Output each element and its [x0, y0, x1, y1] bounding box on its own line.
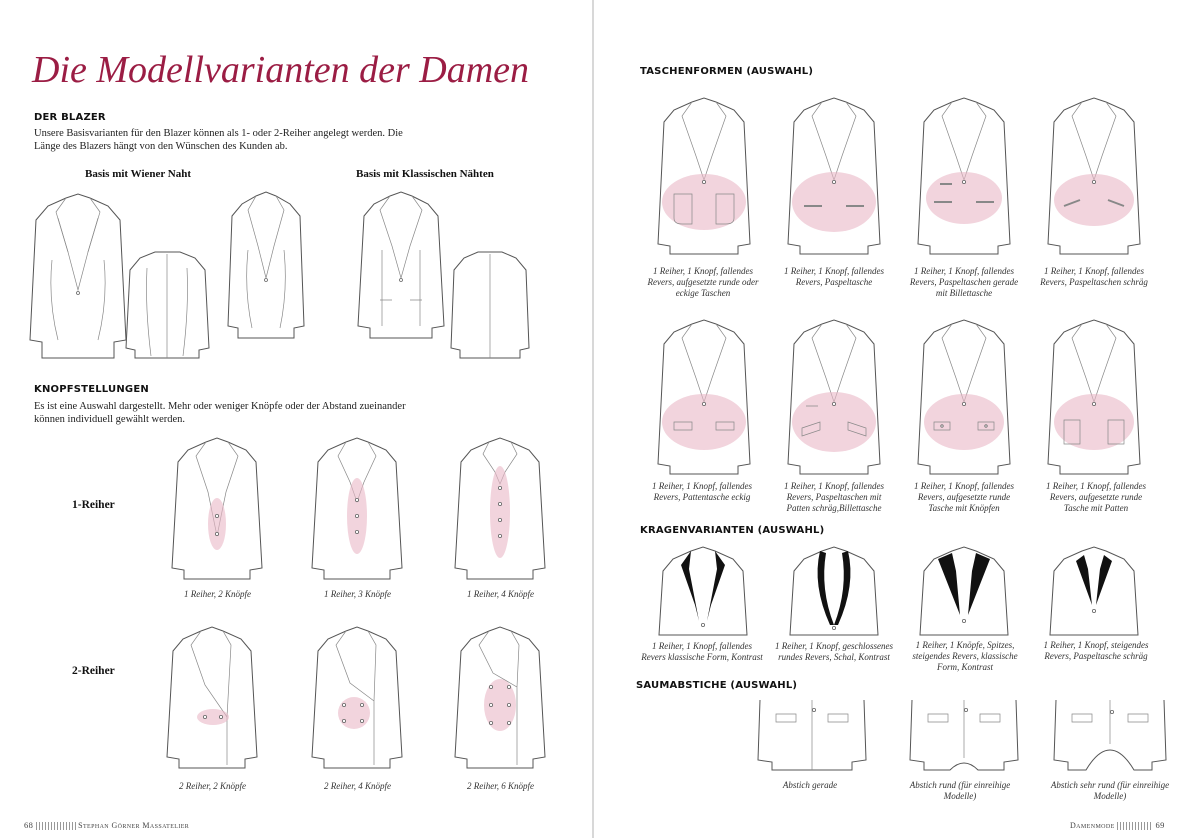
pocket-variant-1-illustration: [656, 96, 752, 256]
jacket-2reiher-2knoepfe-illustration: [165, 625, 260, 770]
footer-right: [1070, 820, 1165, 830]
pocket-variant-7-illustration: [916, 318, 1012, 476]
caption-2reiher-2knoepfe: 2 Reiher, 2 Knöpfe: [179, 781, 246, 791]
collar-caption-3: 1 Reiher, 1 Knöpfe, Spitzes, steigendes Revers, klassische Form, Kontrast: [912, 640, 1018, 672]
pocket-variant-4-illustration: [1046, 96, 1142, 256]
caption-1reiher-2knoepfe: 1 Reiher, 2 Knöpfe: [184, 589, 251, 599]
collars-heading: KRAGENVARIANTEN (AUSWAHL): [640, 525, 825, 536]
row-label-1-reiher: 1-Reiher: [72, 499, 115, 511]
footer-tick-ornament: [36, 822, 76, 830]
pocket-caption-4: 1 Reiher, 1 Knopf, fallendes Revers, Paspeltaschen schräg: [1040, 266, 1148, 287]
caption-2reiher-6knoepfe: 2 Reiher, 6 Knöpfe: [467, 781, 534, 791]
pocket-caption-5: 1 Reiher, 1 Knopf, fallendes Revers, Pattentasche eckig: [652, 481, 752, 502]
footer-section: Damenmode: [1070, 821, 1115, 830]
footer-brand: Stephan Görner Massatelier: [78, 821, 190, 830]
footer-tick-ornament-right: [1117, 822, 1153, 830]
blazer-heading: DER BLAZER: [34, 112, 106, 123]
page-number-right: 69: [1155, 820, 1165, 830]
collar-variant-4-illustration: [1046, 545, 1142, 637]
jacket-2reiher-6knoepfe-illustration: [453, 625, 548, 770]
variant-klassische-naehte-label: Basis mit Klassischen Nähten: [356, 168, 494, 180]
row-label-2-reiher: 2-Reiher: [72, 665, 115, 677]
hem-very-round-illustration: [1052, 700, 1168, 772]
footer-left: [24, 820, 189, 830]
pocket-variant-3-illustration: [916, 96, 1012, 256]
jacket-1reiher-2knoepfe-illustration: [170, 436, 265, 581]
blazer-back-klassisch-illustration: [450, 248, 530, 360]
collar-caption-2: 1 Reiher, 1 Knopf, geschlossenes rundes Revers, Schal, Kontrast: [775, 641, 893, 662]
pocket-caption-7: 1 Reiher, 1 Knopf, fallendes Revers, aufgesetzte runde Tasche mit Knöpfen: [914, 481, 1014, 513]
hem-caption-very-round: Abstich sehr rund (für einreihige Modelle): [1050, 780, 1170, 801]
caption-1reiher-3knoepfe: 1 Reiher, 3 Knöpfe: [324, 589, 391, 599]
collar-caption-1: 1 Reiher, 1 Knopf, fallendes Revers klassische Form, Kontrast: [641, 641, 763, 662]
pocket-caption-1: 1 Reiher, 1 Knopf, fallendes Revers, aufgesetzte runde oder eckige Taschen: [647, 266, 759, 298]
pockets-heading: TASCHENFORMEN (AUSWAHL): [640, 66, 814, 77]
hem-straight-illustration: [756, 700, 868, 772]
caption-2reiher-4knoepfe: 2 Reiher, 4 Knöpfe: [324, 781, 391, 791]
page-spine: [592, 0, 594, 838]
blazer-front-wiener-illustration: [28, 190, 128, 360]
jacket-2reiher-4knoepfe-illustration: [310, 625, 405, 770]
buttons-heading: KNOPFSTELLUNGEN: [34, 384, 149, 395]
blazer-front-klassisch-illustration: [356, 190, 446, 340]
hem-caption-round: Abstich rund (für einreihige Modelle): [909, 780, 1011, 801]
page-number-left: 68: [24, 820, 34, 830]
buttons-text: Es ist eine Auswahl dargestellt. Mehr oder weniger Knöpfe oder der Abstand zueinander können individuell gewählt werden.: [34, 401, 406, 425]
pocket-caption-3: 1 Reiher, 1 Knopf, fallendes Revers, Paspeltaschen gerade mit Billettasche: [909, 266, 1019, 298]
pocket-caption-8: 1 Reiher, 1 Knopf, fallendes Revers, aufgesetzte runde Tasche mit Patten: [1046, 481, 1146, 513]
hems-heading: SAUMABSTICHE (AUSWAHL): [636, 680, 798, 691]
collar-variant-1-illustration: [655, 545, 751, 637]
collar-variant-3-illustration: [916, 545, 1012, 637]
caption-1reiher-4knoepfe: 1 Reiher, 4 Knöpfe: [467, 589, 534, 599]
page-title: Die Modellvarianten der Damen: [32, 49, 530, 91]
variant-wiener-naht-label: Basis mit Wiener Naht: [85, 168, 192, 180]
jacket-1reiher-4knoepfe-illustration: [453, 436, 548, 581]
pocket-caption-2: 1 Reiher, 1 Knopf, fallendes Revers, Paspeltasche: [784, 266, 884, 287]
jacket-1reiher-3knoepfe-illustration: [310, 436, 405, 581]
hem-caption-straight: Abstich gerade: [782, 780, 838, 790]
collar-caption-4: 1 Reiher, 1 Knopf, steigendes Revers, Paspeltasche schräg: [1043, 640, 1149, 661]
blazer-front-wiener-2-illustration: [226, 190, 306, 340]
pocket-variant-2-illustration: [786, 96, 882, 256]
blazer-back-wiener-illustration: [125, 248, 210, 360]
pocket-variant-5-illustration: [656, 318, 752, 476]
hem-round-illustration: [908, 700, 1020, 772]
pocket-variant-6-illustration: [786, 318, 882, 476]
blazer-text: Unsere Basisvarianten für den Blazer können als 1- oder 2-Reiher angelegt werden. Die Länge des Blazers hängt von den Wünschen des Kunden ab.: [34, 128, 403, 152]
collar-variant-2-illustration: [786, 545, 882, 637]
pocket-caption-6: 1 Reiher, 1 Knopf, fallendes Revers, Paspeltaschen mit Patten schräg,Billettasche: [784, 481, 884, 513]
pocket-variant-8-illustration: [1046, 318, 1142, 476]
